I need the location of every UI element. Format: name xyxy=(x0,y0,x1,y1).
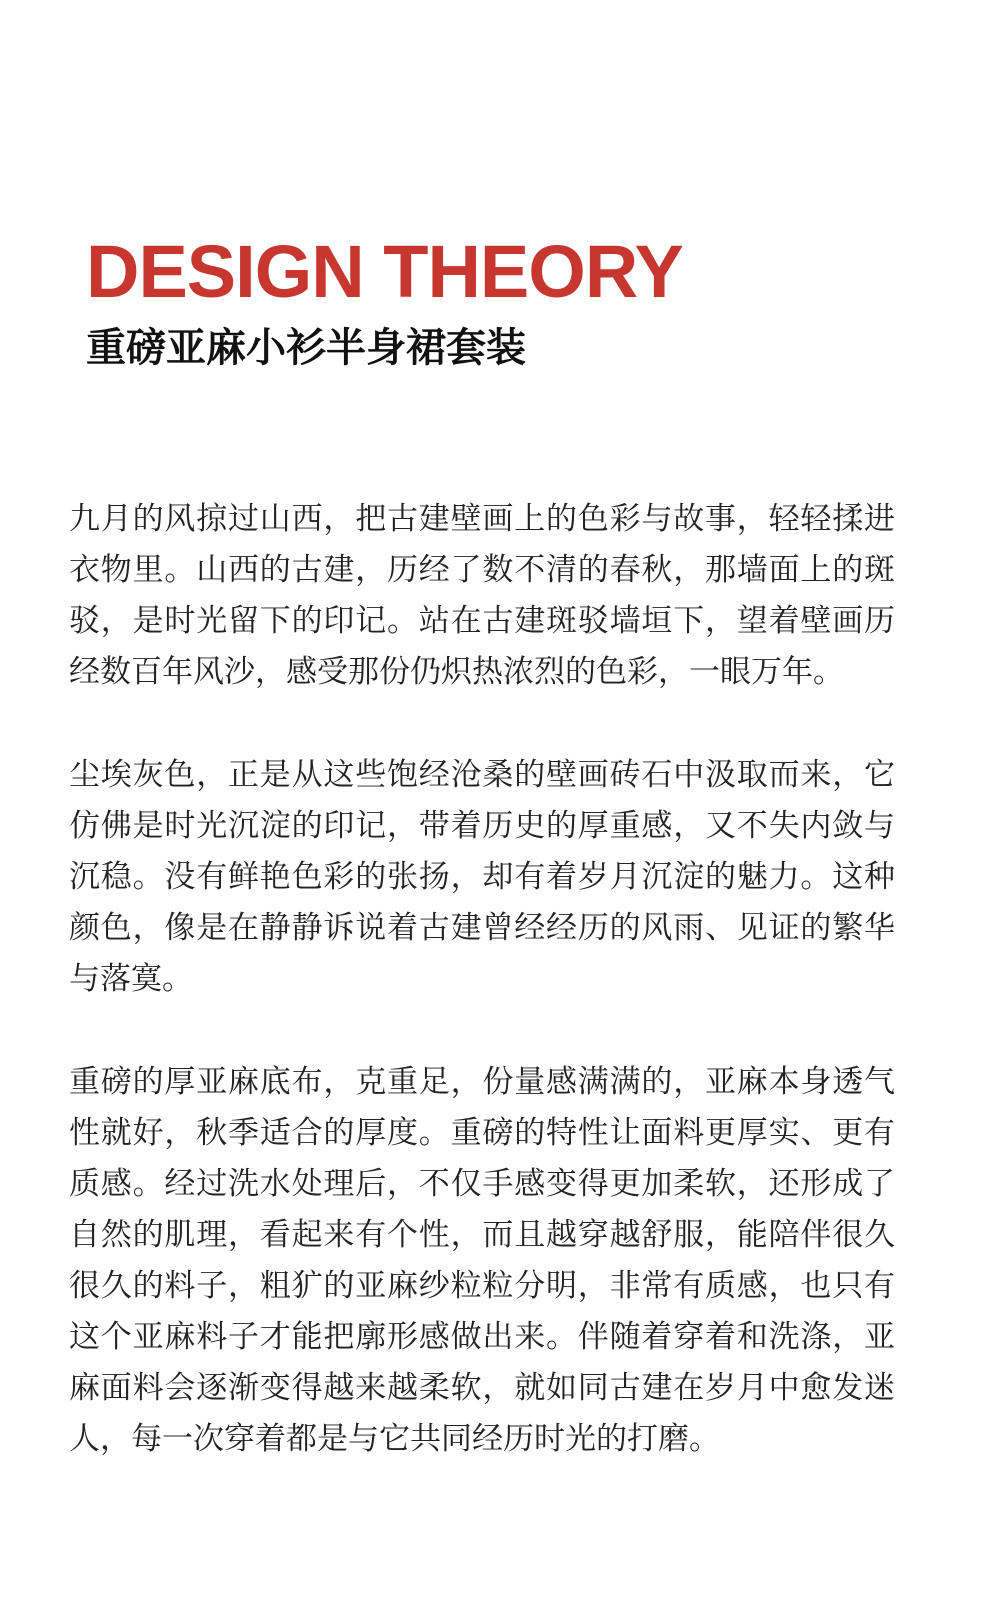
paragraph-1: 九月的风掠过山西，把古建壁画上的色彩与故事，轻轻揉进衣物里。山西的古建，历经了数不清的春秋，那墙面上的斑驳，是时光留下的印记。站在古建斑驳墙垣下，望着壁画历经数百年风沙，感受那份仍炽热浓烈的色彩，一眼万年。 xyxy=(69,501,895,690)
page-title: DESIGN THEORY xyxy=(86,230,683,313)
paragraph-3: 重磅的厚亚麻底布，克重足，份量感满满的，亚麻本身透气性就好，秋季适合的厚度。重磅的特性让面料更厚实、更有质感。经过洗水处理后，不仅手感变得更加柔软，还形成了自然的肌理，看起来有个性，而且越穿越舒服，能陪伴很久很久的料子，粗犷的亚麻纱粒粒分明，非常有质感，也只有这个亚麻料子才能把廓形感做出来。伴随着穿着和洗涤，亚麻面料会逐渐变得越来越柔软，就如同古建在岁月中愈发迷人，每一次穿着都是与它共同经历时光的打磨。 xyxy=(69,1064,895,1457)
page-subtitle: 重磅亚麻小衫半身裙套装 xyxy=(86,325,526,371)
paragraph-2: 尘埃灰色，正是从这些饱经沧桑的壁画砖石中汲取而来，它仿佛是时光沉淀的印记，带着历史的厚重感，又不失内敛与沉稳。没有鲜艳色彩的张扬，却有着岁月沉淀的魅力。这种颜色，像是在静静诉说着古建曾经经历的风雨、见证的繁华与落寞。 xyxy=(69,757,895,997)
article-body xyxy=(69,494,895,1465)
